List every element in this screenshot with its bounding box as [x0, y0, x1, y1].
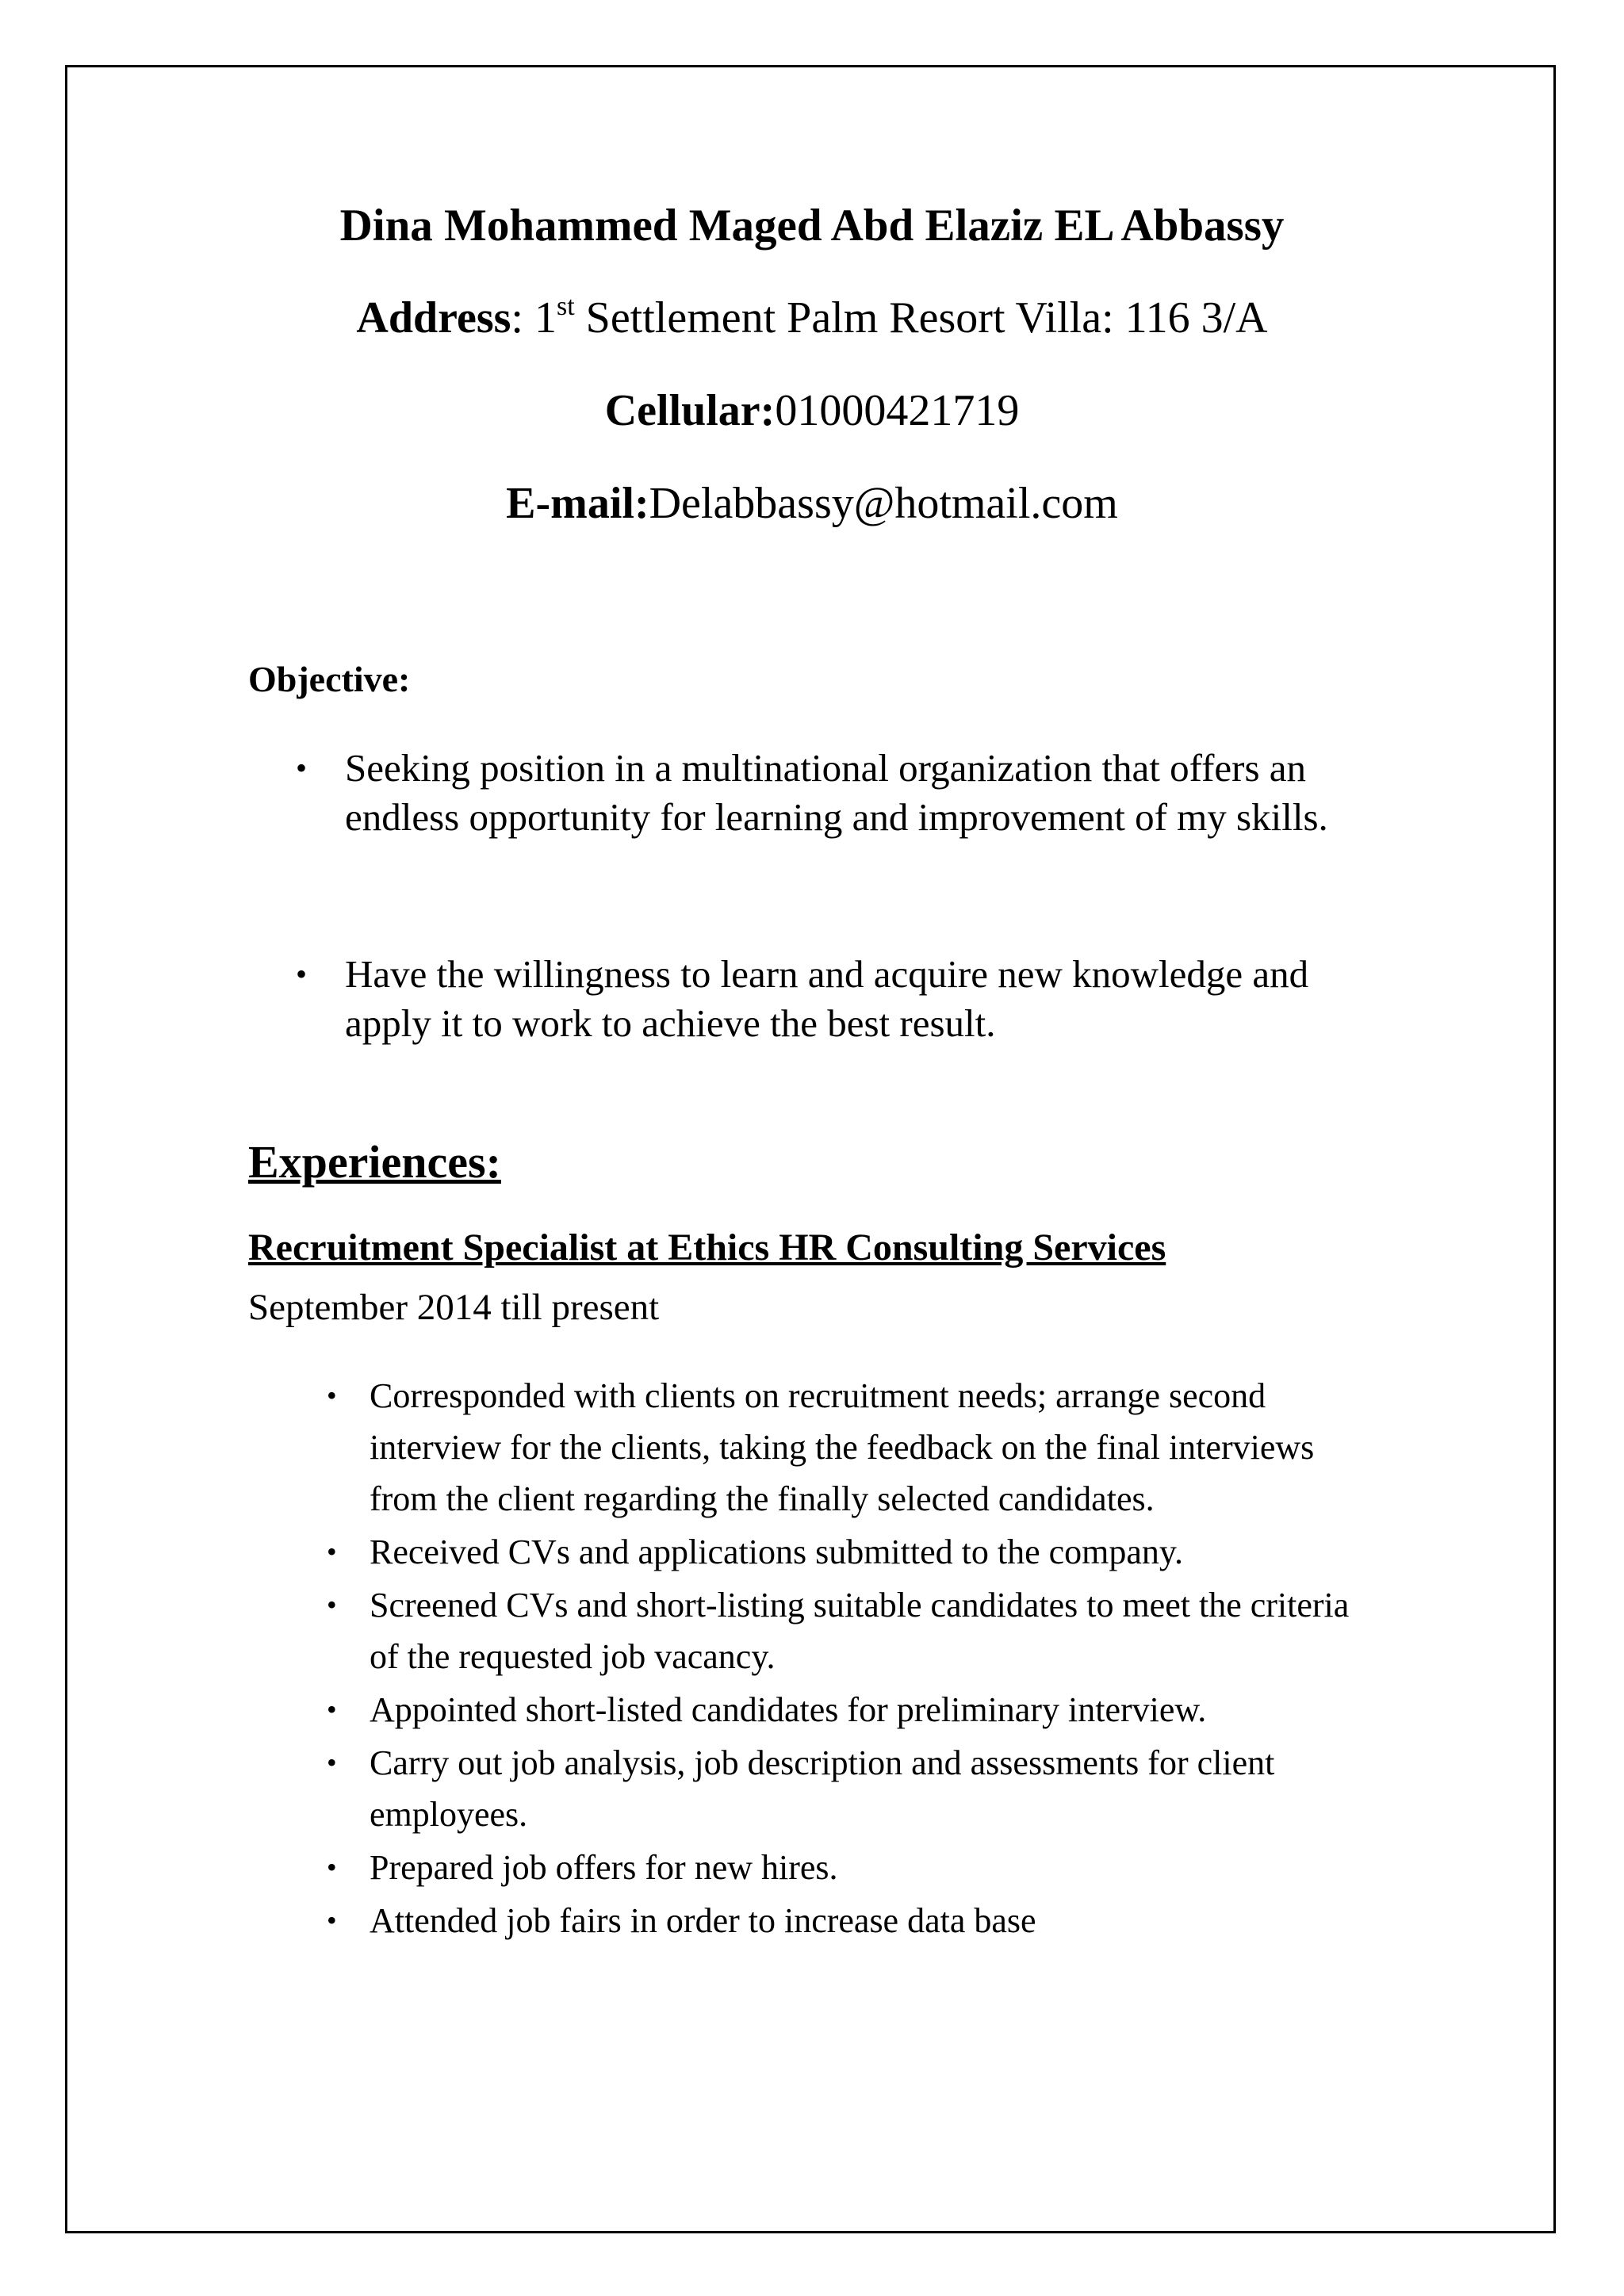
address-ordinal: st	[556, 292, 575, 321]
duty-item	[317, 1526, 1372, 1578]
cellular-line	[0, 388, 1624, 433]
address-label: Address	[356, 293, 511, 342]
objective-title: Objective:	[248, 659, 411, 699]
duty-text: Attended job fairs in order to increase data base	[370, 1901, 1036, 1940]
bullet-icon: •	[327, 1693, 337, 1725]
job-dates: September 2014 till present	[248, 1287, 660, 1328]
bullet-icon: •	[327, 1747, 337, 1778]
bullet-icon: •	[327, 1851, 337, 1883]
bullet-icon: •	[327, 1904, 337, 1936]
objective-list-item	[248, 744, 1390, 842]
objective-text: Seeking position in a multinational organization that offers an endless opportunity for learning and improvement of my skills.	[345, 746, 1328, 839]
address-number: 1	[534, 293, 557, 342]
duty-text: Screened CVs and short-listing suitable candidates to meet the criteria of the requested job vacancy.	[370, 1586, 1350, 1676]
duty-item	[317, 1895, 1372, 1946]
email-label: E-mail:	[506, 479, 649, 528]
cellular-value: 01000421719	[775, 386, 1020, 435]
objective-text: Have the willingness to learn and acquire new knowledge and apply it to work to achieve the best result.	[345, 952, 1309, 1045]
duty-item	[317, 1370, 1372, 1525]
address-line	[0, 292, 1624, 342]
address-value: Settlement Palm Resort Villa: 116 3/A	[574, 293, 1268, 342]
bullet-icon: •	[296, 956, 308, 992]
address-separator: :	[511, 293, 534, 342]
candidate-name: Dina Mohammed Maged Abd Elaziz EL Abbassy	[339, 201, 1285, 251]
bullet-icon: •	[327, 1536, 337, 1567]
duties-list	[317, 1370, 1372, 1948]
job-title: Recruitment Specialist at Ethics HR Consulting Services	[248, 1226, 1166, 1269]
duty-item	[317, 1842, 1372, 1893]
duty-text: Carry out job analysis, job description and assessments for client employees.	[370, 1743, 1275, 1834]
experiences-title: Experiences:	[248, 1136, 501, 1188]
objective-list-item	[248, 950, 1390, 1048]
bullet-icon: •	[327, 1589, 337, 1621]
duty-text: Corresponded with clients on recruitment needs; arrange second interview for the clients, taking the feedback on the final interviews from the client regarding the finally selected candidates.	[370, 1376, 1315, 1518]
cellular-label: Cellular:	[604, 386, 776, 435]
duty-text: Appointed short-listed candidates for preliminary interview.	[370, 1690, 1207, 1729]
duty-item	[317, 1737, 1372, 1840]
bullet-icon: •	[296, 750, 308, 786]
duty-text: Prepared job offers for new hires.	[370, 1848, 838, 1887]
email-value: Delabbassy@hotmail.com	[649, 479, 1118, 528]
bullet-icon: •	[327, 1380, 337, 1411]
duty-item	[317, 1684, 1372, 1735]
duty-item	[317, 1579, 1372, 1682]
duty-text: Received CVs and applications submitted to the company.	[370, 1533, 1184, 1571]
email-line	[0, 481, 1624, 526]
